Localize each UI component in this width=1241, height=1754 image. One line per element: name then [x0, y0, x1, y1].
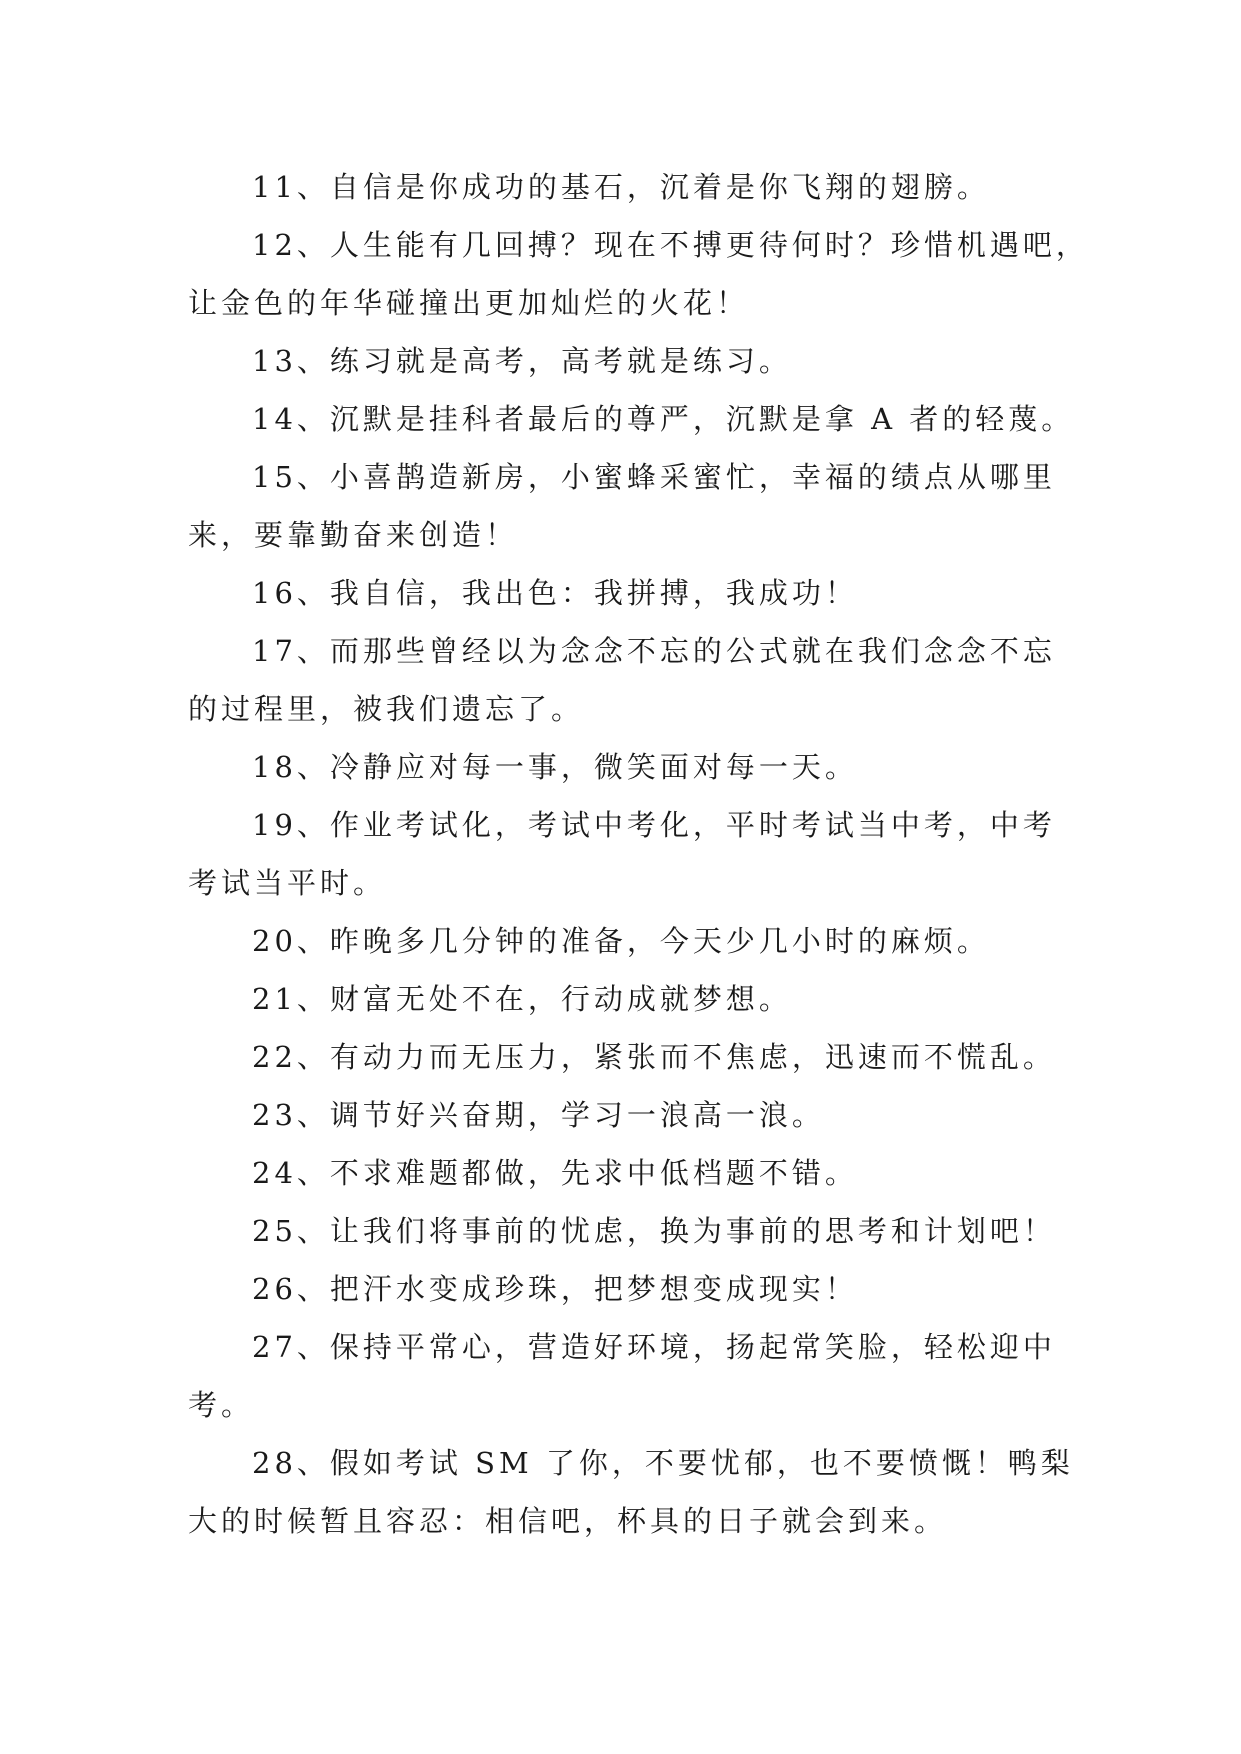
list-item-continuation: 考。 [188, 1388, 255, 1422]
list-item-text: 26、把汗水变成珍珠，把梦想变成现实！ [252, 1272, 858, 1306]
list-item [188, 1086, 1088, 1144]
list-item-text: 25、让我们将事前的忧虑，换为事前的思考和计划吧！ [252, 1214, 1056, 1248]
list-item [188, 912, 1088, 970]
list-item-continuation: 考试当平时。 [188, 866, 387, 900]
list-item-text: 22、有动力而无压力，紧张而不焦虑，迅速而不慌乱。 [252, 1040, 1056, 1074]
document-body [188, 158, 1088, 1550]
list-item [188, 796, 1088, 912]
list-item [188, 1028, 1088, 1086]
list-item-text: 12、人生能有几回搏？现在不搏更待何时？珍惜机遇吧， [252, 228, 1089, 262]
list-item-text: 28、假如考试 SM 了你，不要忧郁，也不要愤慨！鸭梨 [252, 1446, 1074, 1480]
list-item-continuation: 来，要靠勤奋来创造！ [188, 518, 519, 552]
list-item [188, 158, 1088, 216]
list-item-continuation: 的过程里，被我们遗忘了。 [188, 692, 585, 726]
list-item-continuation: 让金色的年华碰撞出更加灿烂的火花！ [188, 286, 750, 320]
list-item-text: 23、调节好兴奋期，学习一浪高一浪。 [252, 1098, 825, 1132]
list-item [188, 448, 1088, 564]
list-item-text: 21、财富无处不在，行动成就梦想。 [252, 982, 792, 1016]
list-item-text: 24、不求难题都做，先求中低档题不错。 [252, 1156, 858, 1190]
list-item [188, 1434, 1088, 1550]
list-item-text: 11、自信是你成功的基石，沉着是你飞翔的翅膀。 [252, 170, 990, 204]
list-item [188, 1318, 1088, 1434]
list-item [188, 564, 1088, 622]
list-item-text: 18、冷静应对每一事，微笑面对每一天。 [252, 750, 858, 784]
list-item [188, 390, 1088, 448]
list-item [188, 1202, 1088, 1260]
list-item-text: 14、沉默是挂科者最后的尊严，沉默是拿 A 者的轻蔑。 [252, 402, 1075, 436]
list-item [188, 332, 1088, 390]
list-item [188, 970, 1088, 1028]
list-item [188, 216, 1088, 332]
list-item-text: 27、保持平常心，营造好环境，扬起常笑脸，轻松迎中 [252, 1330, 1056, 1364]
list-item-text: 20、昨晚多几分钟的准备，今天少几小时的麻烦。 [252, 924, 990, 958]
list-item-text: 15、小喜鹊造新房，小蜜蜂采蜜忙，幸福的绩点从哪里 [252, 460, 1056, 494]
list-item-text: 19、作业考试化，考试中考化，平时考试当中考，中考 [252, 808, 1056, 842]
list-item-text: 13、练习就是高考，高考就是练习。 [252, 344, 792, 378]
list-item-continuation: 大的时候暂且容忍：相信吧，杯具的日子就会到来。 [188, 1504, 948, 1538]
list-item [188, 1260, 1088, 1318]
list-item [188, 622, 1088, 738]
list-item-text: 16、我自信，我出色：我拼搏，我成功！ [252, 576, 858, 610]
list-item [188, 1144, 1088, 1202]
list-item-text: 17、而那些曾经以为念念不忘的公式就在我们念念不忘 [252, 634, 1056, 668]
list-item [188, 738, 1088, 796]
